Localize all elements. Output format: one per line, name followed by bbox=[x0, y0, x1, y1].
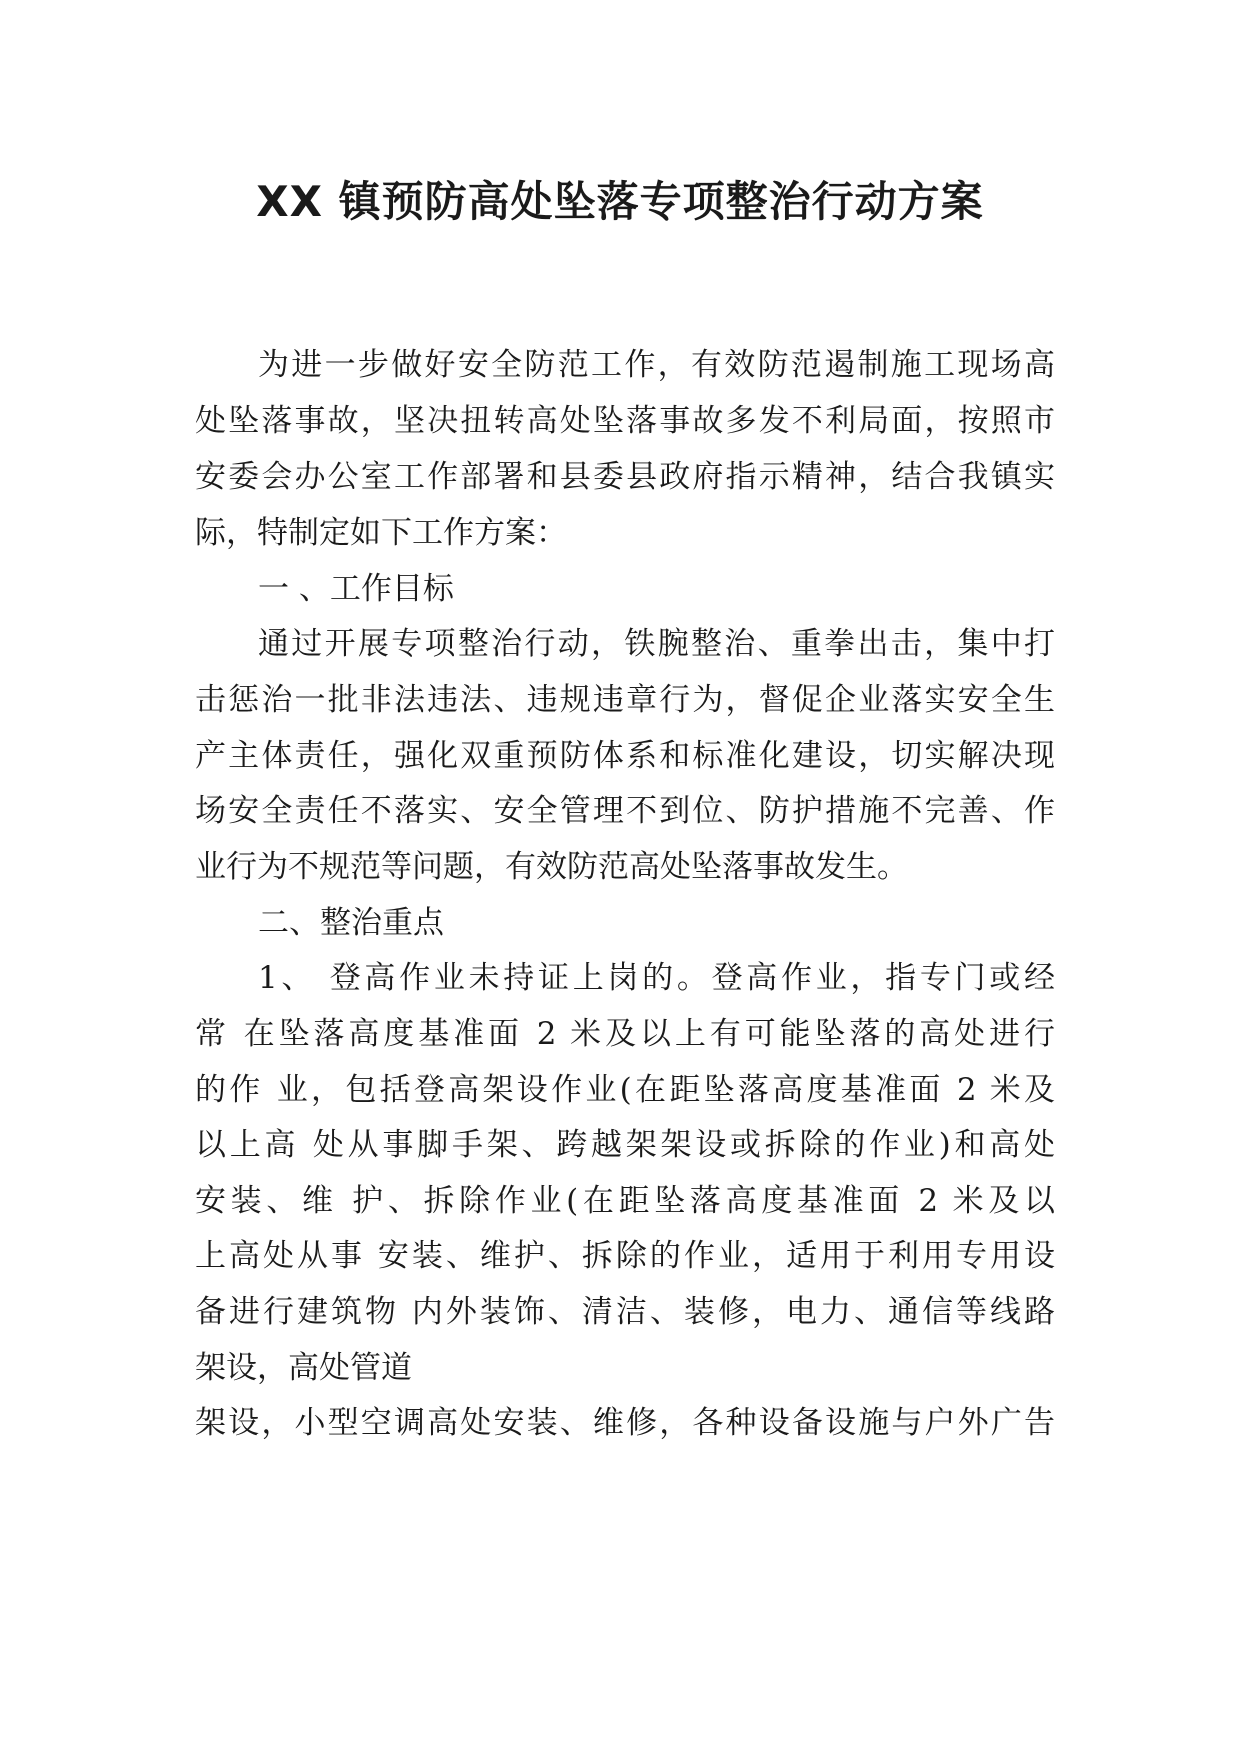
section-heading: 一 、工作目标 bbox=[258, 571, 454, 607]
paragraph-line: 备进行建筑物 内外装饰、清洁、装修，电力、通信等线路 bbox=[195, 1294, 1055, 1330]
paragraph-line: 的作 业，包括登高架设作业(在距坠落高度基准面 2 米及 bbox=[195, 1072, 1055, 1108]
paragraph-line: 安装、维 护、拆除作业(在距坠落高度基准面 2 米及以 bbox=[195, 1183, 1055, 1219]
paragraph-line: 处坠落事故，坚决扭转高处坠落事故多发不利局面，按照市 bbox=[195, 403, 1055, 439]
paragraph-line: 击惩治一批非法违法、违规违章行为，督促企业落实安全生 bbox=[195, 682, 1055, 718]
paragraph-line: 产主体责任，强化双重预防体系和标准化建设，切实解决现 bbox=[195, 738, 1055, 774]
document-title: XX 镇预防高处坠落专项整治行动方案 bbox=[256, 177, 984, 226]
paragraph-line: 架设，高处管道 bbox=[195, 1350, 412, 1386]
paragraph-line: 以上高 处从事脚手架、跨越架架设或拆除的作业)和高处 bbox=[195, 1127, 1055, 1163]
paragraph-line: 架设，小型空调高处安装、维修，各种设备设施与户外广告 bbox=[195, 1405, 1055, 1441]
section-heading: 二、整治重点 bbox=[258, 905, 444, 941]
paragraph-line: 际，特制定如下工作方案： bbox=[195, 515, 567, 551]
paragraph-line: 为进一步做好安全防范工作，有效防范遏制施工现场高 bbox=[258, 347, 1055, 383]
paragraph-line: 场安全责任不落实、安全管理不到位、防护措施不完善、作 bbox=[195, 793, 1055, 829]
paragraph-line: 常 在坠落高度基准面 2 米及以上有可能坠落的高处进行 bbox=[195, 1016, 1055, 1052]
paragraph-line: 安委会办公室工作部署和县委县政府指示精神，结合我镇实 bbox=[195, 459, 1055, 495]
paragraph-line: 上高处从事 安装、维护、拆除的作业，适用于利用专用设 bbox=[195, 1238, 1055, 1274]
paragraph-line: 业行为不规范等问题，有效防范高处坠落事故发生。 bbox=[195, 849, 908, 885]
paragraph-line: 1、 登高作业未持证上岗的。登高作业，指专门或经 bbox=[258, 960, 1055, 996]
paragraph-line: 通过开展专项整治行动，铁腕整治、重拳出击，集中打 bbox=[258, 626, 1055, 662]
